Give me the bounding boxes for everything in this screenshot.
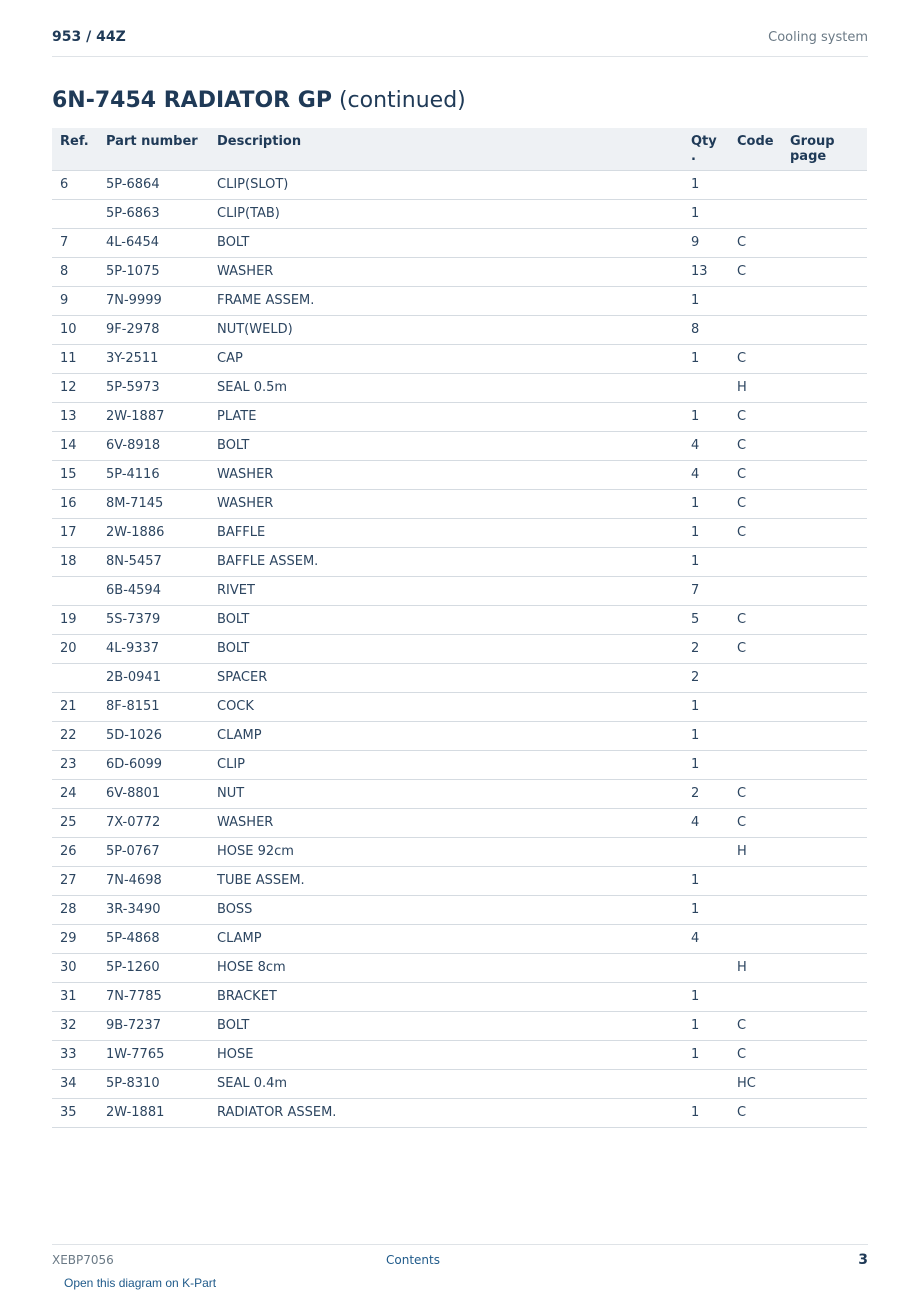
cell-code: C (729, 1040, 782, 1069)
cell-description: CLIP(TAB) (209, 199, 683, 228)
cell-description: WASHER (209, 808, 683, 837)
cell-description: BRACKET (209, 982, 683, 1011)
cell-part-number: 7X-0772 (98, 808, 209, 837)
cell-group-page (782, 518, 867, 547)
cell-description: RIVET (209, 576, 683, 605)
table-row (52, 895, 867, 924)
cell-qty: 4 (683, 431, 729, 460)
cell-ref: 32 (52, 1011, 98, 1040)
cell-ref: 17 (52, 518, 98, 547)
cell-group-page (782, 750, 867, 779)
cell-group-page (782, 982, 867, 1011)
cell-code: C (729, 1098, 782, 1127)
cell-group-page (782, 576, 867, 605)
cell-ref: 29 (52, 924, 98, 953)
cell-description: TUBE ASSEM. (209, 866, 683, 895)
col-header-code: Code (729, 128, 782, 170)
table-row (52, 170, 867, 199)
table-row (52, 576, 867, 605)
cell-ref: 20 (52, 634, 98, 663)
table-row (52, 663, 867, 692)
page-number: 3 (858, 1252, 868, 1268)
table-row (52, 286, 867, 315)
table-row (52, 779, 867, 808)
cell-qty: 1 (683, 199, 729, 228)
cell-group-page (782, 489, 867, 518)
cell-qty: 1 (683, 692, 729, 721)
cell-ref: 21 (52, 692, 98, 721)
table-row (52, 373, 867, 402)
cell-part-number: 7N-9999 (98, 286, 209, 315)
section-name: Cooling system (768, 30, 868, 45)
table-row (52, 808, 867, 837)
col-header-group-page: Group page (782, 128, 867, 170)
cell-ref: 7 (52, 228, 98, 257)
cell-group-page (782, 315, 867, 344)
cell-ref: 24 (52, 779, 98, 808)
cell-description: HOSE 8cm (209, 953, 683, 982)
cell-qty (683, 953, 729, 982)
cell-group-page (782, 895, 867, 924)
cell-code (729, 576, 782, 605)
cell-qty: 1 (683, 721, 729, 750)
cell-ref: 14 (52, 431, 98, 460)
table-row (52, 1098, 867, 1127)
cell-description: WASHER (209, 460, 683, 489)
cell-code (729, 199, 782, 228)
cell-group-page (782, 373, 867, 402)
cell-ref: 19 (52, 605, 98, 634)
cell-description: NUT(WELD) (209, 315, 683, 344)
cell-ref: 16 (52, 489, 98, 518)
cell-description: CLAMP (209, 924, 683, 953)
cell-description: BOLT (209, 634, 683, 663)
cell-part-number: 6V-8801 (98, 779, 209, 808)
table-row (52, 924, 867, 953)
cell-code: C (729, 460, 782, 489)
cell-qty: 1 (683, 866, 729, 895)
table-row (52, 518, 867, 547)
cell-ref: 6 (52, 170, 98, 199)
cell-qty: 7 (683, 576, 729, 605)
cell-qty: 1 (683, 547, 729, 576)
cell-code (729, 170, 782, 199)
cell-ref: 15 (52, 460, 98, 489)
table-row (52, 257, 867, 286)
cell-description: BAFFLE (209, 518, 683, 547)
cell-part-number: 7N-4698 (98, 866, 209, 895)
cell-part-number: 5P-5973 (98, 373, 209, 402)
cell-description: BOLT (209, 1011, 683, 1040)
cell-part-number: 8M-7145 (98, 489, 209, 518)
table-header-row (52, 128, 867, 170)
cell-qty: 13 (683, 257, 729, 286)
cell-ref (52, 199, 98, 228)
cell-code: HC (729, 1069, 782, 1098)
cell-ref: 13 (52, 402, 98, 431)
cell-description: CAP (209, 344, 683, 373)
cell-qty: 1 (683, 1098, 729, 1127)
table-row (52, 866, 867, 895)
cell-description: WASHER (209, 489, 683, 518)
cell-description: NUT (209, 779, 683, 808)
cell-group-page (782, 460, 867, 489)
cell-code (729, 721, 782, 750)
cell-ref: 27 (52, 866, 98, 895)
table-row (52, 228, 867, 257)
cell-qty: 5 (683, 605, 729, 634)
cell-code (729, 547, 782, 576)
cell-part-number: 8N-5457 (98, 547, 209, 576)
cell-code: H (729, 953, 782, 982)
table-row (52, 1069, 867, 1098)
cell-description: BOLT (209, 431, 683, 460)
table-row (52, 634, 867, 663)
table-row (52, 431, 867, 460)
cell-group-page (782, 953, 867, 982)
cell-code: C (729, 257, 782, 286)
cell-description: BOLT (209, 228, 683, 257)
cell-group-page (782, 1011, 867, 1040)
cell-group-page (782, 779, 867, 808)
cell-ref: 25 (52, 808, 98, 837)
cell-description: SEAL 0.4m (209, 1069, 683, 1098)
cell-description: COCK (209, 692, 683, 721)
cell-description: BOLT (209, 605, 683, 634)
cell-qty: 4 (683, 460, 729, 489)
assembly-name: 6N-7454 RADIATOR GP (52, 88, 332, 113)
table-row (52, 489, 867, 518)
cell-group-page (782, 1098, 867, 1127)
cell-qty: 4 (683, 808, 729, 837)
cell-part-number: 9B-7237 (98, 1011, 209, 1040)
cell-ref: 31 (52, 982, 98, 1011)
cell-code: C (729, 402, 782, 431)
cell-qty: 1 (683, 750, 729, 779)
cell-code: C (729, 1011, 782, 1040)
cell-code: C (729, 518, 782, 547)
cell-code (729, 286, 782, 315)
cell-code (729, 982, 782, 1011)
cell-qty (683, 373, 729, 402)
cell-ref: 35 (52, 1098, 98, 1127)
cell-ref: 22 (52, 721, 98, 750)
cell-group-page (782, 431, 867, 460)
cell-part-number: 2W-1887 (98, 402, 209, 431)
cell-part-number: 5P-4868 (98, 924, 209, 953)
table-row (52, 982, 867, 1011)
cell-code: H (729, 837, 782, 866)
cell-group-page (782, 228, 867, 257)
cell-part-number: 2W-1881 (98, 1098, 209, 1127)
cell-part-number: 6B-4594 (98, 576, 209, 605)
cell-description: FRAME ASSEM. (209, 286, 683, 315)
cell-ref: 28 (52, 895, 98, 924)
cell-part-number: 2W-1886 (98, 518, 209, 547)
cell-part-number: 3Y-2511 (98, 344, 209, 373)
cell-qty: 9 (683, 228, 729, 257)
cell-code (729, 315, 782, 344)
table-row (52, 953, 867, 982)
cell-part-number: 5P-1075 (98, 257, 209, 286)
cell-part-number: 5S-7379 (98, 605, 209, 634)
cell-part-number: 6D-6099 (98, 750, 209, 779)
cell-qty: 1 (683, 1040, 729, 1069)
cell-code (729, 663, 782, 692)
cell-description: HOSE 92cm (209, 837, 683, 866)
table-row (52, 837, 867, 866)
cell-group-page (782, 286, 867, 315)
table-row (52, 547, 867, 576)
table-row (52, 692, 867, 721)
cell-ref: 8 (52, 257, 98, 286)
cell-qty: 1 (683, 170, 729, 199)
cell-qty: 1 (683, 982, 729, 1011)
table-row (52, 402, 867, 431)
cell-ref (52, 576, 98, 605)
cell-qty: 1 (683, 344, 729, 373)
page-footer (52, 1244, 868, 1275)
cell-qty (683, 837, 729, 866)
cell-description: SEAL 0.5m (209, 373, 683, 402)
cell-part-number: 5P-6864 (98, 170, 209, 199)
cell-qty: 1 (683, 402, 729, 431)
cell-code: C (729, 808, 782, 837)
cell-qty: 2 (683, 634, 729, 663)
cell-part-number: 3R-3490 (98, 895, 209, 924)
cell-ref: 10 (52, 315, 98, 344)
cell-qty: 1 (683, 1011, 729, 1040)
cell-group-page (782, 1069, 867, 1098)
cell-description: BAFFLE ASSEM. (209, 547, 683, 576)
col-header-ref: Ref. (52, 128, 98, 170)
table-row (52, 1011, 867, 1040)
cell-group-page (782, 605, 867, 634)
cell-description: PLATE (209, 402, 683, 431)
contents-link[interactable]: Contents (386, 1253, 440, 1267)
cell-group-page (782, 1040, 867, 1069)
cell-description: SPACER (209, 663, 683, 692)
col-header-part-number: Part number (98, 128, 209, 170)
table-row (52, 199, 867, 228)
cell-ref: 33 (52, 1040, 98, 1069)
cell-part-number: 6V-8918 (98, 431, 209, 460)
cell-group-page (782, 924, 867, 953)
cell-group-page (782, 866, 867, 895)
cell-group-page (782, 257, 867, 286)
model-label: 953 / 44Z (52, 29, 126, 45)
cell-qty (683, 1069, 729, 1098)
cell-code (729, 895, 782, 924)
table-row (52, 721, 867, 750)
cell-part-number: 7N-7785 (98, 982, 209, 1011)
cell-part-number: 4L-6454 (98, 228, 209, 257)
parts-table (52, 128, 867, 1128)
cell-code: C (729, 634, 782, 663)
cell-group-page (782, 663, 867, 692)
cell-description: CLIP(SLOT) (209, 170, 683, 199)
cell-part-number: 5P-1260 (98, 953, 209, 982)
cell-part-number: 4L-9337 (98, 634, 209, 663)
cell-code (729, 692, 782, 721)
cell-code: C (729, 779, 782, 808)
cell-ref: 18 (52, 547, 98, 576)
cell-ref: 34 (52, 1069, 98, 1098)
cell-ref: 11 (52, 344, 98, 373)
table-row (52, 460, 867, 489)
kpart-diagram-link[interactable]: Open this diagram on K-Part (64, 1276, 217, 1290)
cell-description: CLAMP (209, 721, 683, 750)
table-row (52, 750, 867, 779)
col-header-qty: Qty . (683, 128, 729, 170)
cell-part-number: 5P-6863 (98, 199, 209, 228)
cell-qty: 8 (683, 315, 729, 344)
cell-ref (52, 663, 98, 692)
cell-part-number: 1W-7765 (98, 1040, 209, 1069)
cell-description: BOSS (209, 895, 683, 924)
cell-group-page (782, 808, 867, 837)
table-row (52, 605, 867, 634)
cell-group-page (782, 170, 867, 199)
table-row (52, 315, 867, 344)
table-row (52, 1040, 867, 1069)
cell-group-page (782, 634, 867, 663)
cell-code: H (729, 373, 782, 402)
cell-qty: 2 (683, 663, 729, 692)
cell-group-page (782, 692, 867, 721)
cell-part-number: 5P-8310 (98, 1069, 209, 1098)
cell-code: C (729, 605, 782, 634)
cell-part-number: 5D-1026 (98, 721, 209, 750)
cell-ref: 12 (52, 373, 98, 402)
cell-description: HOSE (209, 1040, 683, 1069)
parts-table-body (52, 170, 867, 1127)
cell-qty: 2 (683, 779, 729, 808)
cell-ref: 23 (52, 750, 98, 779)
cell-part-number: 8F-8151 (98, 692, 209, 721)
cell-group-page (782, 547, 867, 576)
cell-code: C (729, 344, 782, 373)
cell-group-page (782, 402, 867, 431)
page-title (52, 88, 466, 113)
cell-code: C (729, 228, 782, 257)
cell-code: C (729, 489, 782, 518)
cell-part-number: 5P-0767 (98, 837, 209, 866)
cell-ref: 26 (52, 837, 98, 866)
cell-code (729, 866, 782, 895)
cell-group-page (782, 721, 867, 750)
cell-part-number: 5P-4116 (98, 460, 209, 489)
cell-code: C (729, 431, 782, 460)
cell-description: WASHER (209, 257, 683, 286)
cell-code (729, 750, 782, 779)
cell-qty: 4 (683, 924, 729, 953)
title-suffix: (continued) (331, 88, 466, 113)
cell-group-page (782, 344, 867, 373)
cell-code (729, 924, 782, 953)
cell-part-number: 9F-2978 (98, 315, 209, 344)
cell-qty: 1 (683, 489, 729, 518)
cell-qty: 1 (683, 895, 729, 924)
document-code: XEBP7056 (52, 1253, 114, 1267)
cell-group-page (782, 837, 867, 866)
cell-qty: 1 (683, 518, 729, 547)
cell-description: CLIP (209, 750, 683, 779)
cell-description: RADIATOR ASSEM. (209, 1098, 683, 1127)
page-header (52, 29, 868, 57)
cell-qty: 1 (683, 286, 729, 315)
cell-group-page (782, 199, 867, 228)
cell-ref: 9 (52, 286, 98, 315)
cell-part-number: 2B-0941 (98, 663, 209, 692)
table-row (52, 344, 867, 373)
cell-ref: 30 (52, 953, 98, 982)
col-header-description: Description (209, 128, 683, 170)
